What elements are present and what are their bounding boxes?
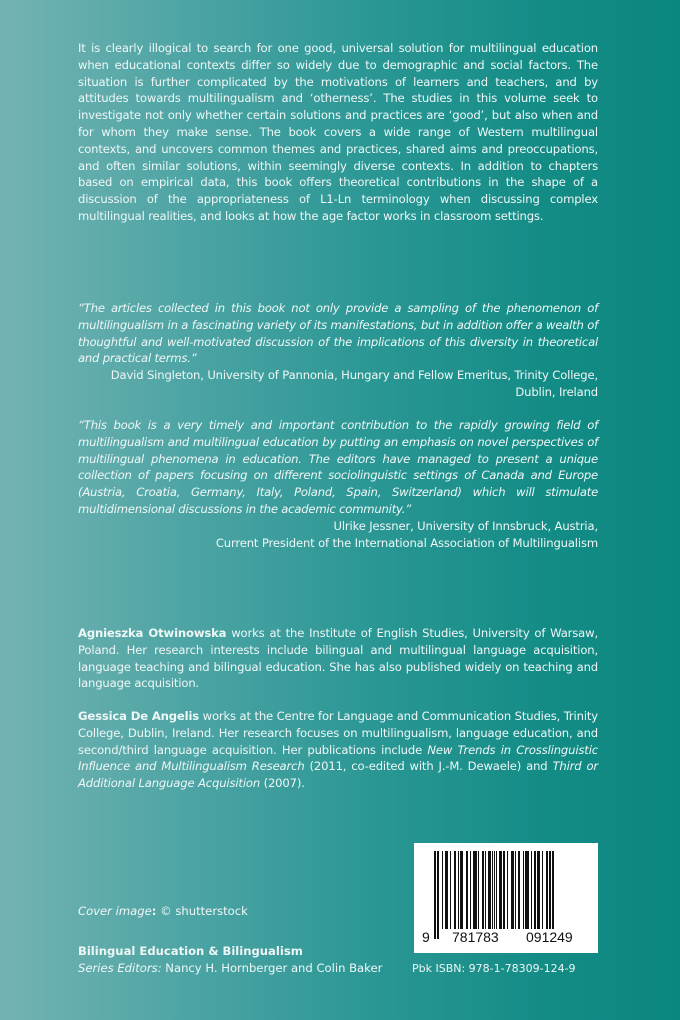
author-name: Gessica De Angelis: [78, 709, 200, 723]
book-title: Third or Additional Language Acquisition: [78, 759, 599, 791]
attribution-line: Current President of the International Association of Multilingualism: [215, 535, 598, 550]
barcode-bars: [434, 851, 592, 937]
endorsement-attribution: [78, 518, 598, 552]
barcode-digits-right: 091249: [526, 929, 573, 945]
cover-credit-value: © shutterstock: [156, 904, 248, 918]
bio-text: works at the Institute of English Studies, University of Warsaw, Poland. Her research interests include bilingual and multilingual language acquisition, language teaching and bilingual education. She has also published widely on teaching and language acquisition.: [78, 626, 598, 691]
series-info: [78, 943, 382, 977]
endorsement-jessner: [78, 417, 598, 551]
attribution-line: Dublin, Ireland: [515, 384, 598, 399]
endorsement-singleton: [78, 300, 598, 401]
bio-text: (2011, co-edited with J.-M. Dewaele) and: [304, 759, 553, 774]
cover-image-credit: [78, 903, 248, 919]
barcode-digits: [420, 929, 592, 947]
author-bio-otwinowska: [78, 625, 598, 692]
isbn-barcode: [414, 843, 598, 953]
attribution-line: Ulrike Jessner, University of Innsbruck, Austria,: [333, 518, 598, 533]
cover-credit-colon: :: [151, 904, 157, 918]
isbn-label: Pbk ISBN: 978-1-78309-124-9: [412, 962, 576, 975]
endorsement-attribution: [78, 367, 598, 401]
barcode-digit-first: 9: [422, 929, 430, 945]
series-editors-names: Nancy H. Hornberger and Colin Baker: [161, 961, 383, 975]
series-title: Bilingual Education & Bilingualism: [78, 944, 303, 958]
author-name: Agnieszka Otwinowska: [78, 626, 227, 640]
bio-text: (2007).: [260, 776, 305, 791]
bio-text: works at the Centre for Language and Communication Studies, Trinity College, Dublin, Ireland. Her research focuses on multilingualism, language education, and second/third language acquisition. Her publications include: [78, 709, 598, 757]
series-editors: [78, 960, 382, 977]
cover-credit-label: Cover image: [78, 904, 152, 918]
attribution-line: David Singleton, University of Pannonia, Hungary and Fellow Emeritus, Trinity College,: [110, 368, 598, 383]
endorsement-text: “This book is a very timely and important contribution to the rapidly growing field of multilingualism and multilingual education by putting an emphasis on novel perspectives of multilingual phenomena in education. The editors have managed to present a unique collection of papers focusing on different sociolinguistic settings of Canada and Europe (Austria, Croatia, Germany, Italy, Poland, Spain, Switzerland) which will stimulate multidimensional discussions in the academic community.”: [78, 418, 598, 516]
book-title: New Trends in Crosslinguistic Influence and Multilingualism Research: [78, 742, 598, 774]
author-bio-de-angelis: [78, 708, 598, 792]
series-editors-label: Series Editors:: [78, 961, 162, 975]
book-description: It is clearly illogical to search for one good, universal solution for multilingual education when educational contexts differ so widely due to demographic and social factors. The situation is further complicated by the motivations of learners and teachers, and by attitudes towards multilingualism and ‘otherness’. The studies in this volume seek to investigate not only whether certain solutions and practices are ‘good’, but also when and for whom they make sense. The book covers a wide range of Western multilingual contexts, and uncovers common themes and practices, shared aims and preoccupations, and often similar solutions, within seemingly diverse contexts. In addition to chapters based on empirical data, this book offers theoretical contributions in the shape of a discussion of the appropriateness of L1-Ln terminology when discussing complex multilingual realities, and looks at how the age factor works in classroom settings.: [78, 41, 598, 223]
endorsement-text: “The articles collected in this book not only provide a sampling of the phenomenon of multilingualism in a fascinating variety of its manifestations, but in addition offer a wealth of thoughtful and well-motivated discussion of the implications of this diversity in theoretical and practical terms.”: [78, 301, 598, 366]
barcode-digits-left: 781783: [452, 929, 499, 945]
